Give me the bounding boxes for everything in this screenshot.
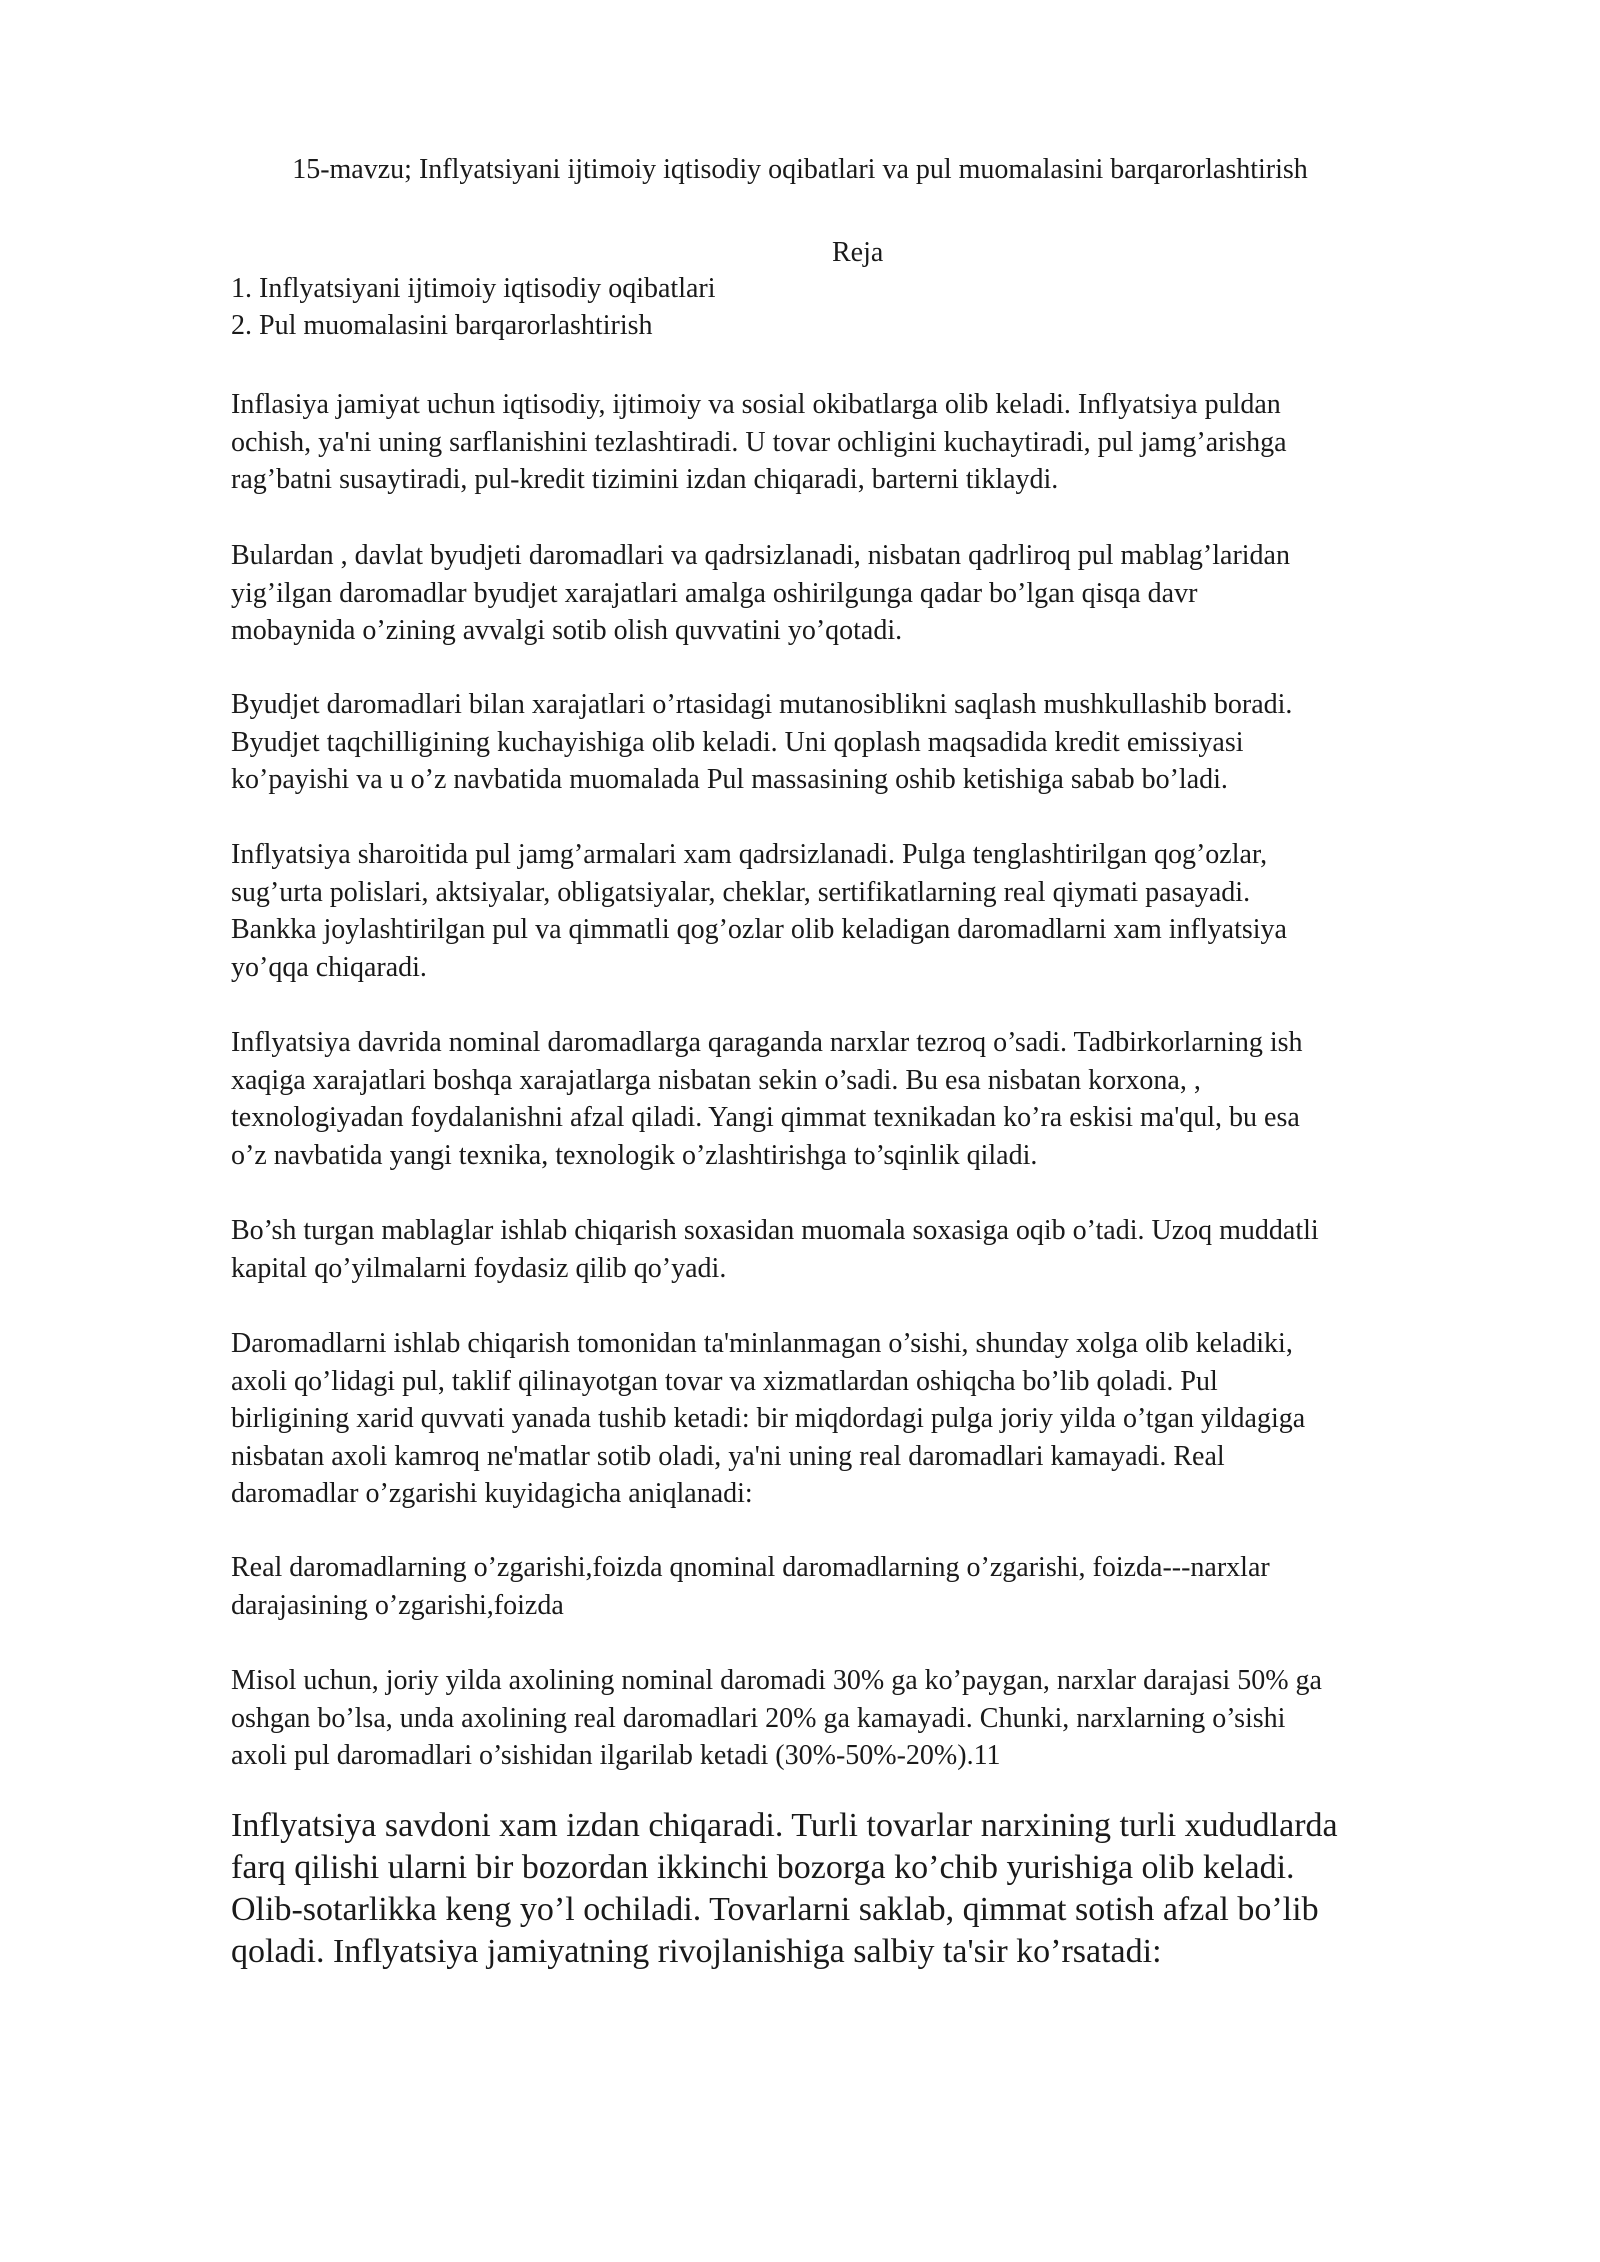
text-line: yig’ilgan daromadlar byudjet xarajatlari amalga oshirilgunga qadar bo’lgan qisqa davr — [231, 577, 1198, 609]
paragraph-savings — [231, 836, 1531, 986]
text-line: mobaynida o’zining avvalgi sotib olish quvvatini yo’qotadi. — [231, 615, 903, 646]
plan-heading: Reja — [832, 237, 884, 268]
text-line: o’z navbatida yangi texnika, texnologik o’zlashtirishga to’sqinlik qiladi. — [231, 1139, 1038, 1171]
text-line: Bulardan , davlat byudjeti daromadlari va qadrsizlanadi, nisbatan qadrliroq pul mablag’laridan — [231, 540, 1290, 571]
text-line: Daromadlarni ishlab chiqarish tomonidan ta'minlanmagan o’sishi, shunday xolga olib keladiki, — [231, 1328, 1293, 1359]
document-title: 15-mavzu; Inflyatsiyani ijtimoiy iqtisodiy oqibatlari va pul muomalasini barqarorlashtirish — [292, 154, 1308, 185]
paragraph-budget-balance — [231, 686, 1531, 799]
text-line: Inflasiya jamiyat uchun iqtisodiy, ijtimoiy va sosial okibatlarga olib keladi. Inflyatsiya puldan — [231, 389, 1281, 420]
paragraph-trade — [231, 1805, 1531, 1973]
text-line: Bo’sh turgan mablaglar ishlab chiqarish soxasidan muomala soxasiga oqib o’tadi. Uzoq muddatli — [231, 1215, 1319, 1246]
paragraph-formula — [231, 1549, 1531, 1624]
text-line: Olib-sotarlikka keng yo’l ochiladi. Tovarlarni saklab, qimmat sotish afzal bo’lib — [231, 1891, 1319, 1928]
text-line: axoli qo’lidagi pul, taklif qilinayotgan tovar va xizmatlardan oshiqcha bo’lib qoladi. Pul — [231, 1365, 1218, 1397]
text-line: birligining xarid quvvati yanada tushib ketadi: bir miqdordagi pulga joriy yilda o’tgan yildagiga — [231, 1403, 1306, 1434]
text-line: nisbatan axoli kamroq ne'matlar sotib oladi, ya'ni uning real daromadlari kamayadi. Real — [231, 1440, 1225, 1472]
text-line: ko’payishi va u o’z navbatida muomalada Pul massasining oshib ketishiga sabab bo’ladi. — [231, 764, 1228, 795]
text-line: sug’urta polislari, aktsiyalar, obligatsiyalar, cheklar, sertifikatlarning real qiymati pasayadi. — [231, 876, 1251, 908]
text-line: texnologiyadan foydalanishni afzal qiladi. Yangi qimmat texnikadan ko’ra eskisi ma'qul, bu esa — [231, 1102, 1300, 1133]
text-line: Real daromadlarning o’zgarishi,foizda qnominal daromadlarning o’zgarishi, foizda---narxlar — [231, 1552, 1270, 1583]
paragraph-income-growth — [231, 1325, 1531, 1513]
text-line: Inflyatsiya davrida nominal daromadlarga qaraganda narxlar tezroq o’sadi. Tadbirkorlarning ish — [231, 1027, 1303, 1058]
text-line: kapital qo’yilmalarni foydasiz qilib qo’yadi. — [231, 1252, 727, 1284]
text-line: yo’qqa chiqaradi. — [231, 951, 427, 983]
text-line: Misol uchun, joriy yilda axolining nominal daromadi 30% ga ko’paygan, narxlar darajasi 50% ga — [231, 1665, 1322, 1696]
text-line: xaqiga xarajatlari boshqa xarajatlarga nisbatan sekin o’sadi. Bu esa nisbatan korxona, , — [231, 1064, 1201, 1096]
paragraph-idle-funds — [231, 1212, 1531, 1287]
plan-item: 1. Inflyatsiyani ijtimoiy iqtisodiy oqibatlari — [231, 273, 716, 304]
text-line: Bankka joylashtirilgan pul va qimmatli qog’ozlar olib keladigan daromadlarni xam inflyatsiya — [231, 914, 1287, 945]
text-line: oshgan bo’lsa, unda axolining real daromadlari 20% ga kamayadi. Chunki, narxlarning o’sishi — [231, 1702, 1286, 1734]
text-line: ochish, ya'ni uning sarflanishini tezlashtiradi. U tovar ochligini kuchaytiradi, pul jamg’arishga — [231, 426, 1287, 458]
text-line: qoladi. Inflyatsiya jamiyatning rivojlanishiga salbiy ta'sir ko’rsatadi: — [231, 1933, 1162, 1970]
plan-list — [231, 270, 716, 344]
text-line: rag’batni susaytiradi, pul-kredit tizimini izdan chiqaradi, barterni tiklaydi. — [231, 464, 1059, 495]
paragraph-inflation-consequences — [231, 386, 1531, 499]
paragraph-example — [231, 1662, 1531, 1775]
paragraph-nominal-income — [231, 1024, 1531, 1174]
text-line: axoli pul daromadlari o’sishidan ilgarilab ketadi (30%-50%-20%).11 — [231, 1740, 1001, 1771]
text-line: farq qilishi ularni bir bozordan ikkinchi bozorga ko’chib yurishiga olib keladi. — [231, 1849, 1295, 1886]
text-line: Inflyatsiya sharoitida pul jamg’armalari xam qadrsizlanadi. Pulga tenglashtirilgan qog’ozlar, — [231, 839, 1268, 870]
text-line: daromadlar o’zgarishi kuyidagicha aniqlanadi: — [231, 1478, 753, 1509]
text-line: Byudjet taqchilligining kuchayishiga olib keladi. Uni qoplash maqsadida kredit emissiyasi — [231, 726, 1244, 758]
text-line: Byudjet daromadlari bilan xarajatlari o’rtasidagi mutanosiblikni saqlash mushkullashib boradi. — [231, 689, 1293, 720]
text-line: Inflyatsiya savdoni xam izdan chiqaradi. Turli tovarlar narxining turli xududlarda — [231, 1807, 1338, 1844]
paragraph-budget-revenues — [231, 537, 1531, 650]
text-line: darajasining o’zgarishi,foizda — [231, 1589, 564, 1621]
plan-item: 2. Pul muomalasini barqarorlashtirish — [231, 310, 653, 341]
